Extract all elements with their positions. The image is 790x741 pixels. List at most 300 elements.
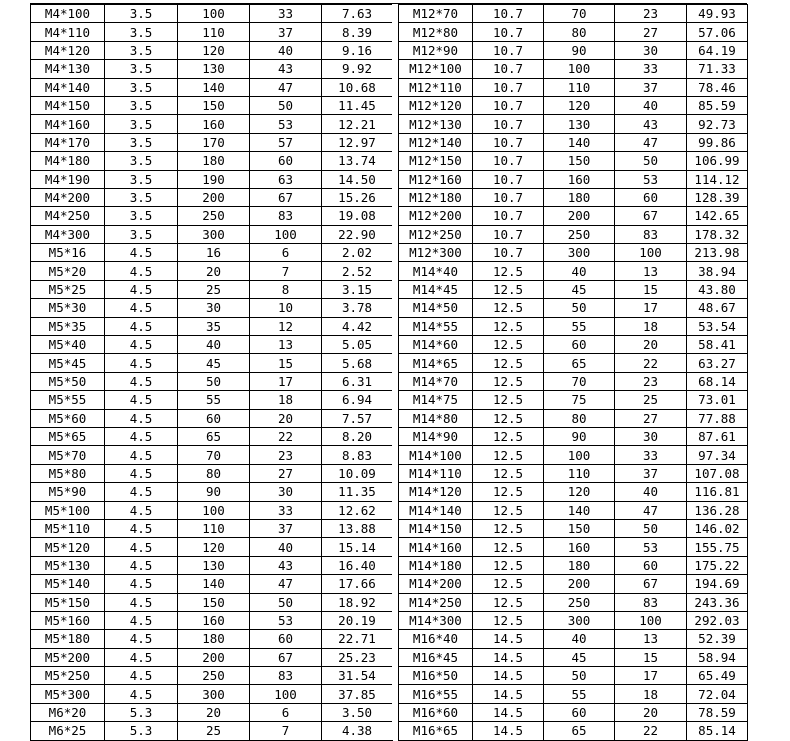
table-row (399, 225, 748, 243)
table-row (399, 611, 748, 629)
table-row (31, 703, 393, 721)
spec-cell-size: M4*140 (31, 78, 105, 96)
spec-cell-weight: 11.35 (322, 483, 393, 501)
spec-cell-weight: 72.04 (687, 685, 748, 703)
spec-cell-diameter: 12.5 (473, 317, 544, 335)
table-row (31, 170, 393, 188)
spec-cell-diameter: 3.5 (105, 78, 178, 96)
spec-cell-diameter: 4.5 (105, 464, 178, 482)
spec-cell-weight: 2.52 (322, 262, 393, 280)
spec-cell-weight: 68.14 (687, 372, 748, 390)
table-row (31, 41, 393, 59)
spec-cell-size: M5*16 (31, 244, 105, 262)
table-row (399, 280, 748, 298)
spec-cell-diameter: 12.5 (473, 519, 544, 537)
spec-cell-diameter: 3.5 (105, 23, 178, 41)
spec-cell-length: 300 (544, 244, 615, 262)
spec-cell-weight: 57.06 (687, 23, 748, 41)
spec-cell-size: M4*250 (31, 207, 105, 225)
spec-cell-length: 190 (178, 170, 250, 188)
spec-cell-thread: 50 (615, 152, 687, 170)
spec-cell-diameter: 10.7 (473, 133, 544, 151)
table-row (399, 78, 748, 96)
spec-cell-size: M5*160 (31, 611, 105, 629)
spec-cell-weight: 4.38 (322, 722, 393, 740)
spec-cell-size: M14*55 (399, 317, 473, 335)
table-row (31, 391, 393, 409)
spec-cell-weight: 12.97 (322, 133, 393, 151)
spec-cell-length: 130 (544, 115, 615, 133)
table-row (399, 703, 748, 721)
table-row (399, 519, 748, 537)
spec-cell-weight: 14.50 (322, 170, 393, 188)
spec-cell-diameter: 12.5 (473, 280, 544, 298)
spec-cell-size: M12*250 (399, 225, 473, 243)
spec-cell-length: 130 (178, 556, 250, 574)
spec-cell-size: M5*100 (31, 501, 105, 519)
spec-cell-diameter: 14.5 (473, 667, 544, 685)
spec-cell-weight: 9.16 (322, 41, 393, 59)
spec-cell-thread: 20 (615, 336, 687, 354)
spec-cell-thread: 47 (250, 78, 322, 96)
spec-cell-diameter: 10.7 (473, 115, 544, 133)
spec-cell-diameter: 10.7 (473, 207, 544, 225)
spec-cell-diameter: 3.5 (105, 133, 178, 151)
spec-cell-diameter: 12.5 (473, 538, 544, 556)
spec-cell-thread: 47 (615, 501, 687, 519)
spec-table-right (398, 4, 748, 741)
spec-cell-length: 140 (178, 78, 250, 96)
spec-cell-length: 25 (178, 722, 250, 740)
spec-cell-thread: 18 (615, 685, 687, 703)
spec-cell-thread: 6 (250, 244, 322, 262)
spec-cell-length: 110 (178, 23, 250, 41)
spec-cell-diameter: 3.5 (105, 5, 178, 23)
spec-cell-thread: 13 (615, 630, 687, 648)
spec-cell-size: M5*30 (31, 299, 105, 317)
spec-cell-weight: 10.09 (322, 464, 393, 482)
spec-cell-thread: 22 (615, 354, 687, 372)
spec-cell-diameter: 12.5 (473, 556, 544, 574)
spec-cell-thread: 100 (615, 244, 687, 262)
spec-cell-length: 35 (178, 317, 250, 335)
spec-cell-weight: 25.23 (322, 648, 393, 666)
spec-cell-weight: 20.19 (322, 611, 393, 629)
spec-cell-length: 300 (544, 611, 615, 629)
table-row (399, 427, 748, 445)
spec-cell-size: M4*200 (31, 188, 105, 206)
spec-cell-diameter: 10.7 (473, 41, 544, 59)
spec-cell-weight: 8.39 (322, 23, 393, 41)
spec-cell-weight: 2.02 (322, 244, 393, 262)
spec-cell-thread: 37 (250, 23, 322, 41)
spec-cell-length: 160 (544, 538, 615, 556)
spec-cell-thread: 17 (615, 667, 687, 685)
spec-cell-length: 200 (544, 207, 615, 225)
table-row (399, 648, 748, 666)
spec-cell-length: 300 (178, 225, 250, 243)
spec-cell-thread: 40 (250, 41, 322, 59)
spec-cell-size: M12*300 (399, 244, 473, 262)
spec-cell-length: 200 (544, 575, 615, 593)
spec-cell-weight: 116.81 (687, 483, 748, 501)
spec-cell-length: 100 (178, 5, 250, 23)
spec-cell-length: 60 (544, 703, 615, 721)
spec-cell-size: M12*200 (399, 207, 473, 225)
spec-cell-size: M12*140 (399, 133, 473, 151)
spec-cell-weight: 5.05 (322, 336, 393, 354)
spec-cell-diameter: 12.5 (473, 464, 544, 482)
spec-cell-size: M14*160 (399, 538, 473, 556)
spec-cell-diameter: 4.5 (105, 501, 178, 519)
table-row (399, 115, 748, 133)
spec-cell-size: M14*50 (399, 299, 473, 317)
spec-cell-length: 120 (544, 96, 615, 114)
spec-cell-weight: 78.59 (687, 703, 748, 721)
table-row (31, 188, 393, 206)
spec-cell-diameter: 12.5 (473, 372, 544, 390)
spec-cell-thread: 67 (250, 648, 322, 666)
spec-cell-thread: 20 (615, 703, 687, 721)
spec-cell-size: M5*120 (31, 538, 105, 556)
table-row (31, 427, 393, 445)
spec-cell-weight: 52.39 (687, 630, 748, 648)
spec-cell-diameter: 5.3 (105, 703, 178, 721)
spec-cell-size: M5*250 (31, 667, 105, 685)
table-row (31, 519, 393, 537)
spec-cell-length: 16 (178, 244, 250, 262)
spec-cell-size: M12*90 (399, 41, 473, 59)
spec-cell-diameter: 4.5 (105, 409, 178, 427)
table-row (399, 667, 748, 685)
spec-cell-length: 40 (544, 630, 615, 648)
table-row (31, 372, 393, 390)
spec-cell-diameter: 10.7 (473, 188, 544, 206)
spec-cell-thread: 20 (250, 409, 322, 427)
table-row (399, 41, 748, 59)
table-row (31, 446, 393, 464)
table-row (31, 611, 393, 629)
table-row (399, 188, 748, 206)
spec-cell-thread: 50 (250, 96, 322, 114)
spec-cell-length: 250 (178, 667, 250, 685)
spec-cell-diameter: 4.5 (105, 630, 178, 648)
spec-cell-weight: 58.94 (687, 648, 748, 666)
spec-cell-weight: 11.45 (322, 96, 393, 114)
spec-cell-diameter: 4.5 (105, 556, 178, 574)
spec-cell-thread: 15 (250, 354, 322, 372)
spec-cell-weight: 18.92 (322, 593, 393, 611)
spec-cell-length: 110 (544, 78, 615, 96)
spec-cell-thread: 100 (250, 225, 322, 243)
spec-cell-size: M14*90 (399, 427, 473, 445)
spec-cell-weight: 19.08 (322, 207, 393, 225)
spec-cell-diameter: 12.5 (473, 354, 544, 372)
spec-cell-size: M5*150 (31, 593, 105, 611)
spec-cell-weight: 77.88 (687, 409, 748, 427)
table-row (31, 575, 393, 593)
table-row (399, 409, 748, 427)
spec-cell-length: 140 (544, 501, 615, 519)
spec-cell-length: 80 (544, 23, 615, 41)
spec-cell-size: M12*110 (399, 78, 473, 96)
spec-cell-size: M16*50 (399, 667, 473, 685)
table-row (31, 225, 393, 243)
spec-cell-thread: 30 (615, 427, 687, 445)
spec-cell-size: M5*65 (31, 427, 105, 445)
spec-cell-weight: 194.69 (687, 575, 748, 593)
spec-cell-length: 60 (544, 336, 615, 354)
spec-cell-size: M14*45 (399, 280, 473, 298)
spec-cell-size: M14*80 (399, 409, 473, 427)
spec-cell-diameter: 4.5 (105, 354, 178, 372)
spec-table-wrapper (30, 3, 747, 740)
spec-cell-thread: 8 (250, 280, 322, 298)
spec-cell-thread: 47 (615, 133, 687, 151)
spec-cell-size: M4*110 (31, 23, 105, 41)
spec-cell-diameter: 4.5 (105, 280, 178, 298)
table-row (31, 207, 393, 225)
spec-cell-diameter: 4.5 (105, 611, 178, 629)
spec-cell-weight: 13.88 (322, 519, 393, 537)
spec-cell-diameter: 3.5 (105, 170, 178, 188)
table-row (399, 483, 748, 501)
spec-cell-weight: 8.83 (322, 446, 393, 464)
spec-cell-diameter: 4.5 (105, 244, 178, 262)
spec-cell-thread: 18 (250, 391, 322, 409)
spec-cell-diameter: 12.5 (473, 593, 544, 611)
spec-cell-diameter: 4.5 (105, 391, 178, 409)
spec-cell-length: 170 (178, 133, 250, 151)
spec-cell-diameter: 4.5 (105, 372, 178, 390)
spec-cell-length: 50 (544, 667, 615, 685)
spec-cell-weight: 12.21 (322, 115, 393, 133)
spec-cell-length: 150 (544, 152, 615, 170)
spec-cell-diameter: 3.5 (105, 207, 178, 225)
spec-cell-weight: 7.63 (322, 5, 393, 23)
spec-cell-diameter: 4.5 (105, 593, 178, 611)
spec-cell-length: 65 (178, 427, 250, 445)
spec-cell-length: 70 (178, 446, 250, 464)
spec-cell-diameter: 4.5 (105, 317, 178, 335)
spec-cell-diameter: 4.5 (105, 299, 178, 317)
spec-cell-weight: 64.19 (687, 41, 748, 59)
spec-cell-size: M4*300 (31, 225, 105, 243)
spec-cell-size: M5*25 (31, 280, 105, 298)
spec-cell-size: M4*170 (31, 133, 105, 151)
spec-cell-weight: 6.94 (322, 391, 393, 409)
spec-cell-length: 20 (178, 262, 250, 280)
spec-cell-weight: 48.67 (687, 299, 748, 317)
spec-cell-thread: 13 (250, 336, 322, 354)
spec-cell-thread: 60 (250, 152, 322, 170)
spec-cell-length: 100 (544, 60, 615, 78)
spec-cell-length: 70 (544, 372, 615, 390)
spec-cell-length: 200 (178, 648, 250, 666)
spec-cell-thread: 15 (615, 648, 687, 666)
table-row (399, 207, 748, 225)
spec-cell-size: M16*55 (399, 685, 473, 703)
spec-cell-diameter: 12.5 (473, 336, 544, 354)
spec-cell-length: 45 (544, 280, 615, 298)
spec-cell-diameter: 12.5 (473, 409, 544, 427)
table-row (31, 280, 393, 298)
spec-cell-length: 110 (178, 519, 250, 537)
spec-cell-weight: 22.90 (322, 225, 393, 243)
table-row (31, 722, 393, 740)
spec-cell-weight: 15.14 (322, 538, 393, 556)
table-row (31, 667, 393, 685)
table-row (31, 630, 393, 648)
spec-cell-size: M5*140 (31, 575, 105, 593)
spec-cell-thread: 37 (615, 78, 687, 96)
spec-cell-weight: 71.33 (687, 60, 748, 78)
spec-cell-thread: 17 (250, 372, 322, 390)
table-row (399, 464, 748, 482)
spec-cell-weight: 43.80 (687, 280, 748, 298)
spec-cell-thread: 12 (250, 317, 322, 335)
table-row (31, 115, 393, 133)
spec-cell-diameter: 10.7 (473, 5, 544, 23)
spec-cell-weight: 155.75 (687, 538, 748, 556)
spec-cell-diameter: 3.5 (105, 41, 178, 59)
spec-cell-weight: 92.73 (687, 115, 748, 133)
spec-cell-weight: 213.98 (687, 244, 748, 262)
spec-cell-diameter: 10.7 (473, 60, 544, 78)
spec-cell-thread: 22 (615, 722, 687, 740)
table-row (31, 501, 393, 519)
spec-cell-weight: 7.57 (322, 409, 393, 427)
table-row (31, 464, 393, 482)
spec-cell-thread: 33 (250, 501, 322, 519)
spec-cell-thread: 27 (615, 23, 687, 41)
spec-cell-length: 180 (544, 188, 615, 206)
table-row (399, 722, 748, 740)
spec-cell-diameter: 4.5 (105, 519, 178, 537)
spec-cell-length: 90 (544, 41, 615, 59)
table-row (399, 556, 748, 574)
spec-cell-weight: 6.31 (322, 372, 393, 390)
spec-cell-size: M5*110 (31, 519, 105, 537)
spec-cell-weight: 63.27 (687, 354, 748, 372)
spec-cell-size: M12*180 (399, 188, 473, 206)
table-row (31, 685, 393, 703)
spec-cell-length: 45 (178, 354, 250, 372)
spec-cell-diameter: 4.5 (105, 648, 178, 666)
spec-cell-thread: 50 (615, 519, 687, 537)
spec-cell-thread: 23 (615, 5, 687, 23)
spec-cell-size: M14*140 (399, 501, 473, 519)
spec-cell-weight: 10.68 (322, 78, 393, 96)
spec-cell-weight: 49.93 (687, 5, 748, 23)
spec-cell-weight: 87.61 (687, 427, 748, 445)
spec-cell-diameter: 12.5 (473, 446, 544, 464)
spec-cell-diameter: 14.5 (473, 630, 544, 648)
spec-cell-thread: 63 (250, 170, 322, 188)
spec-cell-thread: 60 (615, 188, 687, 206)
table-row (31, 336, 393, 354)
spec-cell-diameter: 10.7 (473, 244, 544, 262)
spec-cell-diameter: 3.5 (105, 60, 178, 78)
spec-cell-length: 250 (178, 207, 250, 225)
spec-cell-size: M5*40 (31, 336, 105, 354)
spec-cell-size: M4*180 (31, 152, 105, 170)
table-row (399, 299, 748, 317)
spec-cell-length: 70 (544, 5, 615, 23)
table-row (399, 336, 748, 354)
spec-cell-length: 140 (544, 133, 615, 151)
spec-cell-size: M14*65 (399, 354, 473, 372)
spec-cell-length: 100 (178, 501, 250, 519)
spec-cell-size: M14*120 (399, 483, 473, 501)
spec-cell-size: M14*60 (399, 336, 473, 354)
spec-cell-weight: 107.08 (687, 464, 748, 482)
spec-cell-diameter: 12.5 (473, 262, 544, 280)
spec-cell-thread: 67 (250, 188, 322, 206)
spec-cell-thread: 100 (615, 611, 687, 629)
spec-cell-thread: 57 (250, 133, 322, 151)
spec-cell-thread: 60 (615, 556, 687, 574)
spec-cell-diameter: 10.7 (473, 170, 544, 188)
table-row (31, 317, 393, 335)
spec-cell-weight: 65.49 (687, 667, 748, 685)
spec-cell-length: 90 (544, 427, 615, 445)
table-row (31, 354, 393, 372)
spec-cell-size: M5*20 (31, 262, 105, 280)
spec-cell-weight: 22.71 (322, 630, 393, 648)
table-row (31, 409, 393, 427)
table-row (31, 556, 393, 574)
table-row (399, 354, 748, 372)
spec-cell-size: M5*45 (31, 354, 105, 372)
spec-cell-size: M4*100 (31, 5, 105, 23)
spec-cell-weight: 175.22 (687, 556, 748, 574)
spec-cell-thread: 22 (250, 427, 322, 445)
spec-cell-length: 55 (544, 317, 615, 335)
spec-table-left-body (31, 5, 393, 741)
spec-cell-diameter: 12.5 (473, 575, 544, 593)
table-row (399, 133, 748, 151)
table-row (31, 23, 393, 41)
table-row (31, 5, 393, 23)
spec-cell-length: 160 (178, 115, 250, 133)
spec-cell-thread: 53 (250, 611, 322, 629)
spec-cell-weight: 31.54 (322, 667, 393, 685)
spec-cell-weight: 128.39 (687, 188, 748, 206)
spec-cell-length: 30 (178, 299, 250, 317)
table-row (399, 372, 748, 390)
spec-cell-size: M5*70 (31, 446, 105, 464)
spec-cell-size: M16*60 (399, 703, 473, 721)
spec-cell-length: 45 (544, 648, 615, 666)
spec-cell-length: 80 (544, 409, 615, 427)
spec-cell-weight: 99.86 (687, 133, 748, 151)
spec-cell-thread: 60 (250, 630, 322, 648)
spec-cell-size: M4*160 (31, 115, 105, 133)
spec-cell-thread: 23 (250, 446, 322, 464)
spec-cell-weight: 106.99 (687, 152, 748, 170)
table-row (399, 575, 748, 593)
spec-cell-weight: 85.59 (687, 96, 748, 114)
spec-cell-length: 75 (544, 391, 615, 409)
spec-cell-size: M14*200 (399, 575, 473, 593)
spec-cell-diameter: 4.5 (105, 262, 178, 280)
spec-cell-size: M4*150 (31, 96, 105, 114)
spec-cell-length: 50 (544, 299, 615, 317)
spec-cell-thread: 47 (250, 575, 322, 593)
table-row (31, 133, 393, 151)
table-row (399, 96, 748, 114)
